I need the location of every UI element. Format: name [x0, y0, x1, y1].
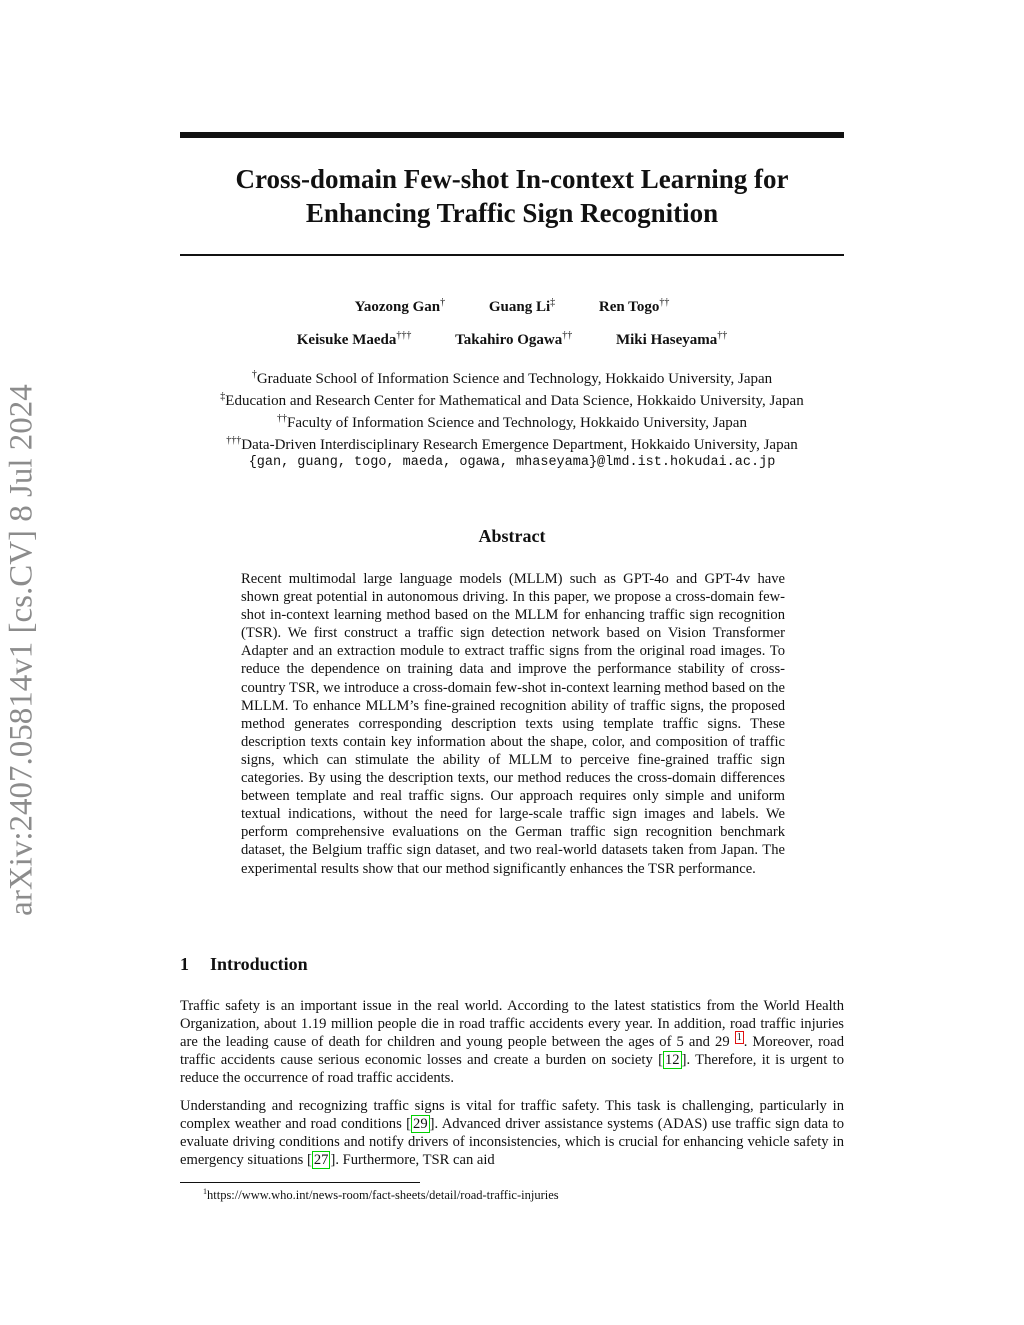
intro-paragraph-2: Understanding and recognizing traffic signs is vital for traffic safety. This task is challenging, particularly in complex weather and road conditions [ 29 ]. Advanced driver assistance systems (ADAS) use traffic sign data to evaluate driving conditions and notify drivers of inconsistencies, which is crucial for enhancing vehicle safety in emergency situations [ 27 ]. Furthermore, TSR can aid [180, 1098, 844, 1169]
author: Miki Haseyama†† [615, 330, 728, 348]
footnote-url[interactable]: https://www.who.int/news-room/fact-sheets/detail/road-traffic-injuries [207, 1188, 559, 1203]
abstract-heading: Abstract [478, 526, 546, 546]
author-row-2 [180, 330, 844, 349]
author: Ren Togo†† [598, 297, 670, 315]
paper-title [180, 162, 844, 230]
author-row-1 [180, 297, 844, 316]
citation-link[interactable]: 27 [313, 1152, 329, 1169]
footnote [203, 1187, 559, 1203]
author-emails: {gan, guang, togo, maeda, ogawa, mhaseyama}@lmd.ist.hokudai.ac.jp [248, 455, 776, 470]
author: Guang Li‡ [488, 297, 556, 315]
affiliation: ‡Education and Research Center for Mathematical and Data Science, Hokkaido University, Japan [220, 391, 804, 409]
author: Takahiro Ogawa†† [455, 330, 573, 348]
affiliations [180, 366, 844, 454]
affiliation: †Graduate School of Information Science and Technology, Hokkaido University, Japan [251, 369, 773, 387]
footnote-mark: 1 [203, 1187, 207, 1196]
title-bottom-rule [180, 254, 844, 256]
section-title: Introduction [210, 954, 308, 974]
author: Yaozong Gan† [354, 297, 446, 315]
footnote-link[interactable]: 1 [736, 1032, 742, 1044]
citation-link[interactable]: 12 [664, 1052, 680, 1069]
affiliation: †††Data-Driven Interdisciplinary Research Emergence Department, Hokkaido University, Japan [226, 435, 798, 453]
section-number: 1 [180, 954, 189, 974]
title-line-2: Enhancing Traffic Sign Recognition [305, 198, 719, 228]
intro-paragraph-1: Traffic safety is an important issue in the real world. According to the latest statistics from the World Health Organization, about 1.19 million people die in road traffic accidents every year. In addition, road traffic injuries are the leading cause of death for children and young people between the ages of 5 and 29 $^1$ . Moreover, road traffic accidents cause serious economic losses and create a burden on society [ 12 ]. Therefore, it is urgent to reduce the occurrence of road traffic accidents. [180, 998, 844, 1087]
section-heading [180, 954, 308, 975]
arxiv-identifier: arXiv:2407.05814v1 [cs.CV] 8 Jul 2024 [3, 384, 40, 916]
citation-link[interactable]: 29 [413, 1116, 428, 1133]
author: Keisuke Maeda††† [296, 330, 412, 348]
affiliation: ††Faculty of Information Science and Technology, Hokkaido University, Japan [277, 413, 747, 431]
title-top-rule [180, 132, 844, 138]
abstract-text: Recent multimodal large language models (MLLM) such as GPT-4o and GPT-4v have shown great potential in autonomous driving. In this paper, we propose a cross-domain few-shot in-context learning method based on the MLLM for enhancing traffic sign recognition (TSR). We first construct a traffic sign detection network based on Vision Transformer Adapter and an extraction module to extract traffic signs from the original road images. To reduce the dependence on training data and improve the performance stability of cross-country TSR, we introduce a cross-domain few-shot in-context learning method based on the MLLM. To enhance MLLM’s fine-grained recognition ability of traffic signs, the proposed method generates corresponding description texts using template traffic signs. These description texts contain key information about the shape, color, and composition of traffic signs, which can stimulate the ability of MLLM to perceive fine-grained traffic sign categories. By using the description texts, our method reduces the cross-domain differences between template and real traffic signs. Our approach requires only simple and uniform textual indications, without the need for large-scale traffic sign images and labels. We perform comprehensive evaluations on the German traffic sign recognition benchmark dataset, the Belgium traffic sign dataset, and two real-world datasets taken from Japan. The experimental results show that our method significantly enhances the TSR performance. [241, 571, 785, 877]
title-line-1: Cross-domain Few-shot In-context Learning for [235, 164, 789, 194]
footnote-rule [180, 1182, 420, 1183]
